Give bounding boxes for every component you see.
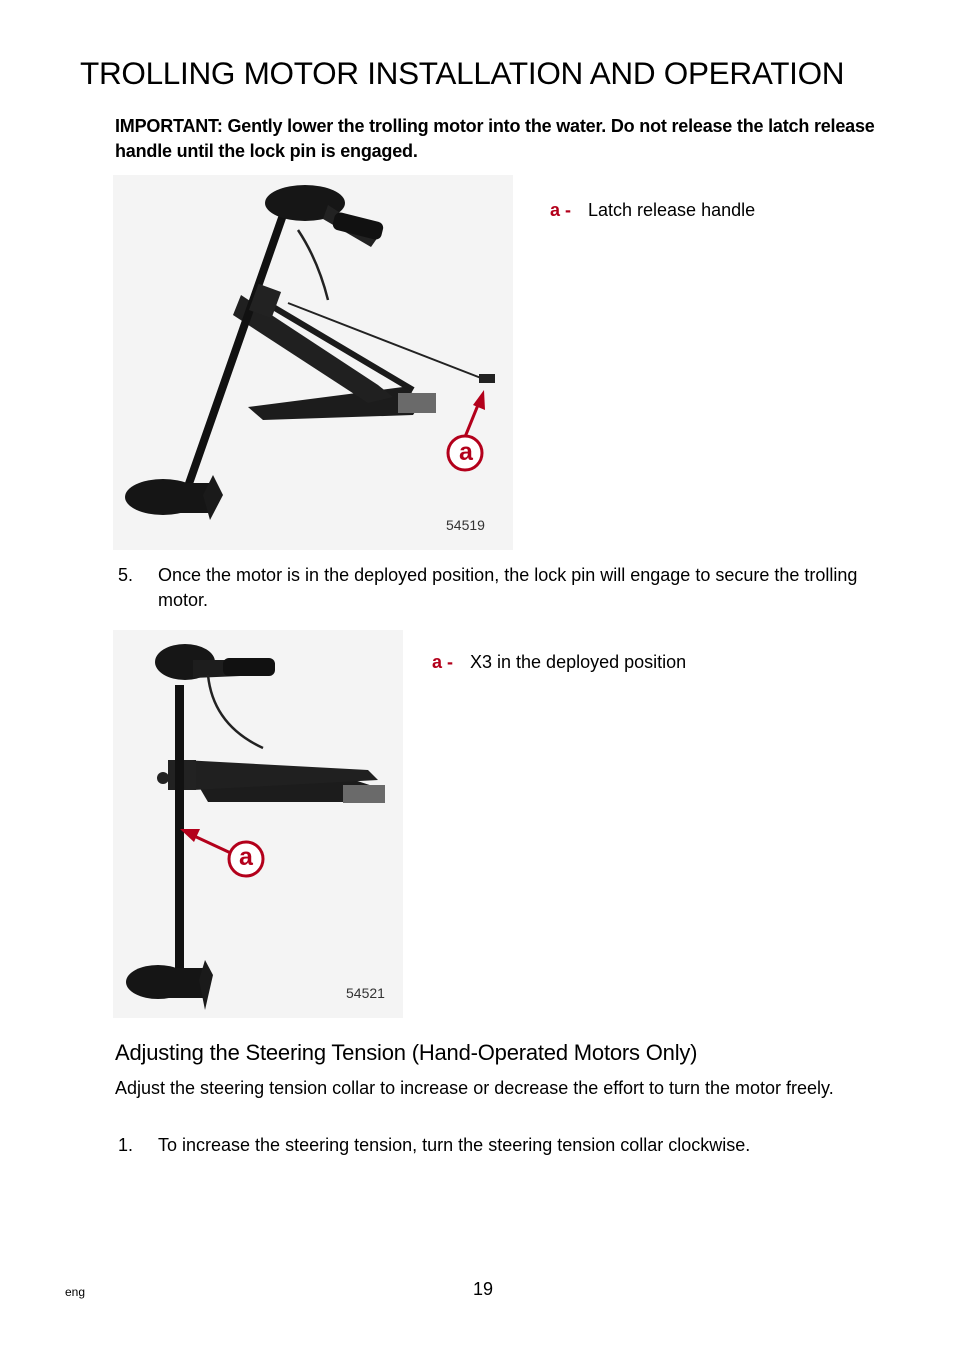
section-intro: Adjust the steering tension collar to increase or decrease the effort to turn the motor freely.: [115, 1078, 834, 1098]
footer-language: eng: [65, 1285, 86, 1299]
page-number: 19: [473, 1279, 494, 1299]
page-title: TROLLING MOTOR INSTALLATION AND OPERATION: [80, 55, 845, 91]
legend-text: X3 in the deployed position: [470, 652, 687, 672]
callout-letter-1: a: [459, 438, 473, 466]
step-1: [118, 1133, 888, 1161]
figure-2-legend: [432, 652, 686, 673]
callout-letter-2: a: [239, 843, 253, 871]
figure-1-legend: [550, 200, 755, 221]
step-number: 1.: [118, 1135, 134, 1155]
step-text: Once the motor is in the deployed position, the lock pin will engage to secure the trolling motor.: [158, 565, 858, 610]
step-5: [118, 563, 888, 615]
legend-key: a -: [432, 652, 454, 672]
figure-1-id: 54519: [446, 517, 485, 533]
legend-key: a -: [550, 200, 572, 220]
section-heading: Adjusting the Steering Tension (Hand-Operated Motors Only): [115, 1040, 698, 1065]
trolling-motor-stowed-illustration: [113, 175, 513, 550]
figure-2-id: 54521: [346, 985, 385, 1001]
step-number: 5.: [118, 565, 134, 585]
figure-1: [113, 175, 513, 550]
step-text: To increase the steering tension, turn the steering tension collar clockwise.: [158, 1135, 751, 1155]
important-notice: IMPORTANT: Gently lower the trolling motor into the water. Do not release the latch release handle until the lock pin is engaged.: [115, 116, 875, 161]
legend-text: Latch release handle: [588, 200, 756, 220]
